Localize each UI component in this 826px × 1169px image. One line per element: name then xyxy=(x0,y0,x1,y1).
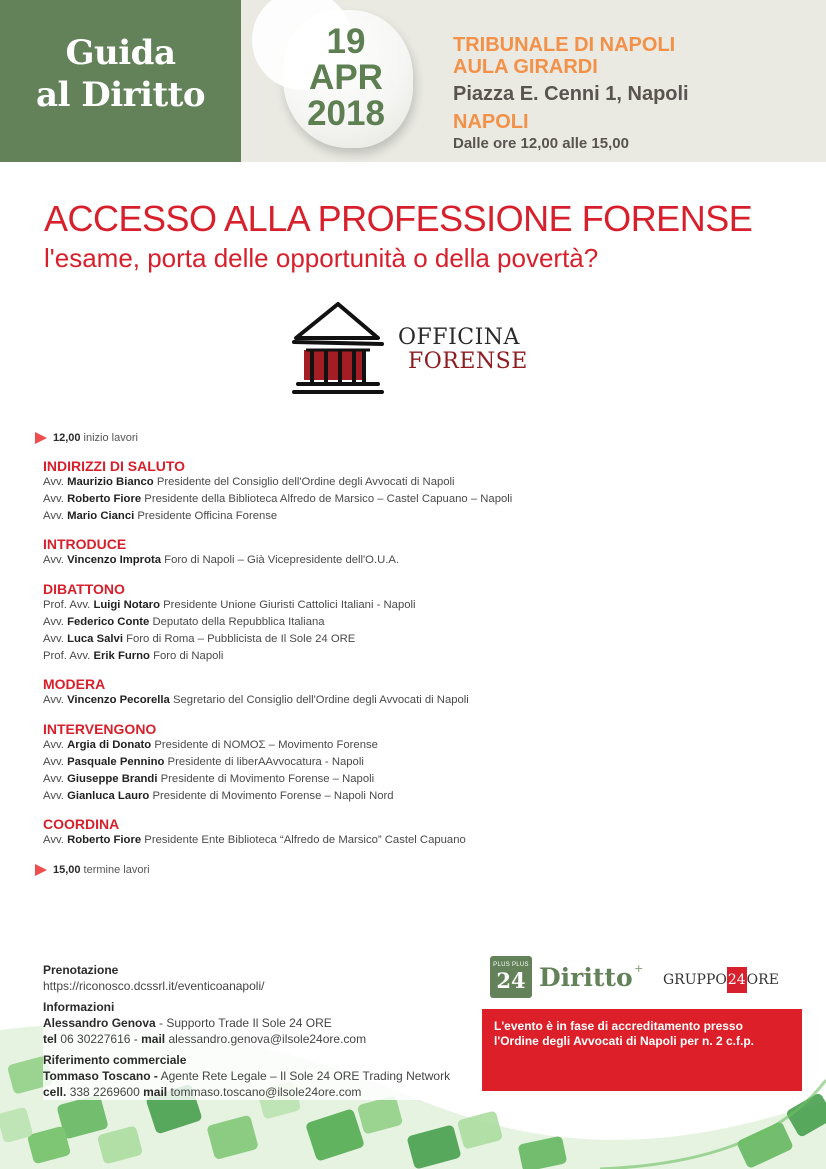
info-phone-mail: tel 06 30227616 - mail alessandro.genova@ilsole24ore.com xyxy=(43,1032,367,1046)
speaker-line: Avv. Pasquale Pennino Presidente di liberAAvvocatura - Napoli xyxy=(43,755,364,768)
section-coordina xyxy=(43,816,635,849)
event-day: 19 xyxy=(326,22,366,61)
play-arrow-icon xyxy=(35,432,47,444)
page-title: ACCESSO ALLA PROFESSIONE FORENSE xyxy=(44,198,753,239)
event-date xyxy=(290,24,402,132)
forense-word: FORENSE xyxy=(408,349,528,374)
contact-info xyxy=(43,962,473,1100)
guida-al-diritto-logo xyxy=(0,0,241,162)
brand-line1: Guida xyxy=(65,33,176,73)
plus-plus-24-diritto-logo xyxy=(490,956,643,998)
gruppo-24-ore-logo: GRUPPO 24 ORE xyxy=(663,967,779,993)
accreditation-notice: L'evento è in fase di accreditamento presso l'Ordine degli Avvocati di Napoli per n. 2 c.f.p. xyxy=(482,1009,802,1091)
booking-label: Prenotazione xyxy=(43,963,119,977)
speaker-line: Prof. Avv. Luigi Notaro Presidente Unione Giuristi Cattolici Italiani - Napoli xyxy=(43,599,416,612)
event-program xyxy=(35,430,635,878)
speaker-line: Avv. Roberto Fiore Presidente della Biblioteca Alfredo de Marsico – Castel Capuano – Napoli xyxy=(43,492,513,505)
speaker-line: Avv. Vincenzo Improta Foro di Napoli – Già Vicepresidente dell'O.U.A. xyxy=(43,554,400,567)
speaker-line: Prof. Avv. Erik Furno Foro di Napoli xyxy=(43,649,224,662)
page-subtitle: l'esame, porta delle opportunità o della povertà? xyxy=(44,243,599,273)
start-time xyxy=(35,430,635,446)
diritto-word: Diritto xyxy=(539,962,633,992)
venue-address: Piazza E. Cenni 1, Napoli xyxy=(453,83,689,105)
speaker-line: Avv. Gianluca Lauro Presidente di Movimento Forense – Napoli Nord xyxy=(43,789,394,802)
info-label: Informazioni xyxy=(43,1000,115,1014)
speaker-line: Avv. Giuseppe Brandi Presidente di Movimento Forense – Napoli xyxy=(43,772,375,785)
venue-info xyxy=(453,34,689,154)
event-month: APR xyxy=(309,58,383,97)
section-intervengono xyxy=(43,721,635,804)
commercial-label: Riferimento commerciale xyxy=(43,1053,187,1067)
section-title: INTRODUCE xyxy=(43,536,127,553)
event-hours: Dalle ore 12,00 alle 15,00 xyxy=(453,135,629,152)
info-email-link[interactable]: alessandro.genova@ilsole24ore.com xyxy=(165,1032,367,1046)
venue-line1: TRIBUNALE DI NAPOLI xyxy=(453,34,676,56)
venue-city: NAPOLI xyxy=(453,111,529,133)
venue-line2: AULA GIRARDI xyxy=(453,56,598,78)
officina-word: OFFICINA xyxy=(398,325,520,350)
section-title: INTERVENGONO xyxy=(43,721,157,738)
start-time-value: 12,00 xyxy=(53,432,81,444)
booking-url[interactable]: https://riconosco.dcssrl.it/eventicoanapoli/ xyxy=(43,979,265,993)
section-modera xyxy=(43,676,635,709)
event-header xyxy=(0,0,826,162)
speaker-line: Avv. Luca Salvi Foro di Roma – Pubblicista de Il Sole 24 ORE xyxy=(43,632,356,645)
play-arrow-icon xyxy=(35,864,47,876)
commercial-email-link[interactable]: tommaso.toscano@ilsole24ore.com xyxy=(167,1085,362,1099)
section-indirizzi-di-saluto xyxy=(43,458,635,524)
courthouse-icon xyxy=(290,298,386,402)
info-contact: Alessandro Genova - Supporto Trade Il Sole 24 ORE xyxy=(43,1016,332,1030)
section-title: MODERA xyxy=(43,676,106,693)
event-year: 2018 xyxy=(307,94,385,133)
end-time-value: 15,00 xyxy=(53,864,81,877)
end-time-label: termine lavori xyxy=(83,864,150,877)
brand-line2: al Diritto xyxy=(35,75,206,115)
commercial-phone-mail: cell. 338 2269600 mail tommaso.toscano@ilsole24ore.com xyxy=(43,1085,362,1099)
officina-forense-logo xyxy=(398,326,548,374)
section-dibattono xyxy=(43,581,635,664)
speaker-line: Avv. Vincenzo Pecorella Segretario del Consiglio dell'Ordine degli Avvocati di Napoli xyxy=(43,694,469,707)
commercial-contact: Tommaso Toscano - Agente Rete Legale – Il Sole 24 ORE Trading Network xyxy=(43,1069,451,1083)
section-title: COORDINA xyxy=(43,816,120,833)
plus-icon: + xyxy=(634,960,643,976)
start-time-label: inizio lavori xyxy=(83,432,138,444)
speaker-line: Avv. Federico Conte Deputato della Repubblica Italiana xyxy=(43,615,325,628)
speaker-line: Avv. Maurizio Bianco Presidente del Consiglio dell'Ordine degli Avvocati di Napoli xyxy=(43,476,455,488)
section-title: INDIRIZZI DI SALUTO xyxy=(43,458,186,474)
speaker-line: Avv. Mario Cianci Presidente Officina Forense xyxy=(43,509,278,522)
speaker-line: Avv. Argia di Donato Presidente di NOMOΣ – Movimento Forense xyxy=(43,739,378,752)
plus24-badge: PLUS PLUS 24 xyxy=(490,956,532,998)
section-title: DIBATTONO xyxy=(43,581,125,598)
speaker-line: Avv. Roberto Fiore Presidente Ente Biblioteca “Alfredo de Marsico” Castel Capuano xyxy=(43,834,466,847)
end-time xyxy=(35,862,635,878)
section-introduce xyxy=(43,536,635,569)
